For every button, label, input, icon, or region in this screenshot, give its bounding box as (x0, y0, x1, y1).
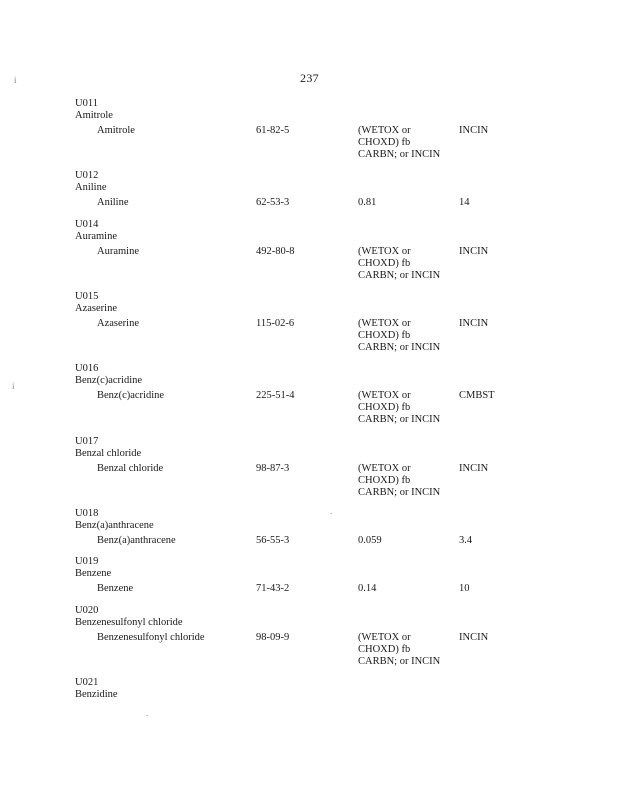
cas-number: 98-87-3 (256, 462, 290, 474)
margin-mark: . (330, 506, 333, 516)
margin-mark: i (14, 75, 17, 85)
wastewater-standard (358, 197, 448, 209)
wastewater-standard (358, 463, 448, 499)
wastewater-standard (358, 318, 448, 354)
margin-mark: . (146, 708, 149, 718)
waste-heading: Benzal chloride (75, 447, 142, 459)
wastewater-line: CARBN; or INCIN (358, 269, 441, 281)
nonwastewater-standard: 10 (459, 583, 470, 595)
wastewater-line: CHOXD) fb (358, 643, 411, 655)
waste-code: U016 (75, 363, 99, 375)
wastewater-line: 0.81 (358, 197, 377, 209)
constituent-name: Benzal chloride (97, 462, 164, 474)
cas-number: 98-09-9 (256, 631, 290, 643)
waste-entry (0, 436, 619, 508)
waste-code: U011 (75, 98, 98, 109)
waste-entry (0, 363, 619, 435)
waste-code: U019 (75, 556, 99, 568)
waste-entry (0, 605, 619, 677)
wastewater-line: CHOXD) fb (358, 257, 411, 269)
constituent-name: Benzene (97, 583, 134, 595)
wastewater-line: (WETOX or (358, 462, 411, 474)
cas-number: 56-55-3 (256, 535, 290, 547)
wastewater-line: CHOXD) fb (358, 137, 411, 148)
waste-heading: Benzidine (75, 688, 118, 700)
wastewater-line: CARBN; or INCIN (358, 414, 441, 426)
waste-heading: Benzenesulfonyl chloride (75, 616, 183, 628)
waste-code: U021 (75, 676, 99, 688)
waste-code: U018 (75, 508, 99, 520)
constituent-name: Auramine (97, 245, 139, 257)
constituent-name: Benz(c)acridine (97, 390, 165, 402)
waste-heading: Aniline (75, 182, 107, 194)
wastewater-standard (358, 246, 448, 282)
waste-code: U012 (75, 170, 99, 182)
constituent-name: Azaserine (97, 317, 139, 329)
waste-code-list (0, 98, 619, 717)
wastewater-line: (WETOX or (358, 631, 411, 643)
nonwastewater-standard: 3.4 (459, 535, 473, 547)
nonwastewater-standard: INCIN (459, 462, 489, 474)
nonwastewater-standard: CMBST (459, 390, 495, 402)
wastewater-line: CARBN; or INCIN (358, 341, 441, 353)
wastewater-line: (WETOX or (358, 317, 411, 329)
wastewater-line: (WETOX or (358, 245, 411, 257)
wastewater-standard (358, 125, 448, 161)
waste-entry (0, 98, 619, 170)
waste-entry (0, 556, 619, 604)
wastewater-line: CHOXD) fb (358, 474, 411, 486)
constituent-name: Benzenesulfonyl chloride (97, 631, 205, 643)
cas-number: 61-82-5 (256, 125, 290, 136)
waste-heading: Auramine (75, 230, 117, 242)
wastewater-line: (WETOX or (358, 125, 411, 136)
waste-code: U017 (75, 435, 99, 447)
waste-heading: Azaserine (75, 302, 117, 314)
cas-number: 71-43-2 (256, 583, 290, 595)
nonwastewater-standard: INCIN (459, 125, 489, 136)
waste-heading: Benz(a)anthracene (75, 520, 154, 532)
wastewater-standard (358, 535, 448, 547)
waste-entry (0, 219, 619, 291)
waste-entry (0, 291, 619, 363)
wastewater-line: CHOXD) fb (358, 402, 411, 414)
cas-number: 225-51-4 (256, 390, 295, 402)
waste-entry (0, 677, 619, 717)
wastewater-line: 0.059 (358, 535, 382, 547)
constituent-name: Amitrole (97, 125, 135, 136)
nonwastewater-standard: INCIN (459, 317, 489, 329)
constituent-name: Aniline (97, 197, 129, 209)
waste-heading: Benzene (75, 568, 112, 580)
nonwastewater-standard: 14 (459, 197, 470, 209)
wastewater-line: CARBN; or INCIN (358, 486, 441, 498)
wastewater-standard (358, 583, 448, 595)
wastewater-line: CHOXD) fb (358, 329, 411, 341)
waste-entry (0, 170, 619, 218)
waste-code: U020 (75, 604, 99, 616)
wastewater-line: CARBN; or INCIN (358, 149, 441, 160)
constituent-name: Benz(a)anthracene (97, 535, 176, 547)
waste-heading: Benz(c)acridine (75, 375, 143, 387)
wastewater-line: 0.14 (358, 583, 377, 595)
waste-heading: Amitrole (75, 110, 113, 121)
wastewater-line: CARBN; or INCIN (358, 655, 441, 667)
wastewater-standard (358, 390, 448, 426)
waste-code: U014 (75, 218, 99, 230)
waste-code: U015 (75, 290, 99, 302)
wastewater-line: (WETOX or (358, 390, 411, 402)
cas-number: 115-02-6 (256, 317, 295, 329)
nonwastewater-standard: INCIN (459, 631, 489, 643)
nonwastewater-standard: INCIN (459, 245, 489, 257)
cas-number: 62-53-3 (256, 197, 290, 209)
page-number: 237 (300, 71, 319, 85)
wastewater-standard (358, 632, 448, 668)
waste-entry (0, 508, 619, 556)
margin-mark: i (12, 381, 15, 391)
cas-number: 492-80-8 (256, 245, 295, 257)
